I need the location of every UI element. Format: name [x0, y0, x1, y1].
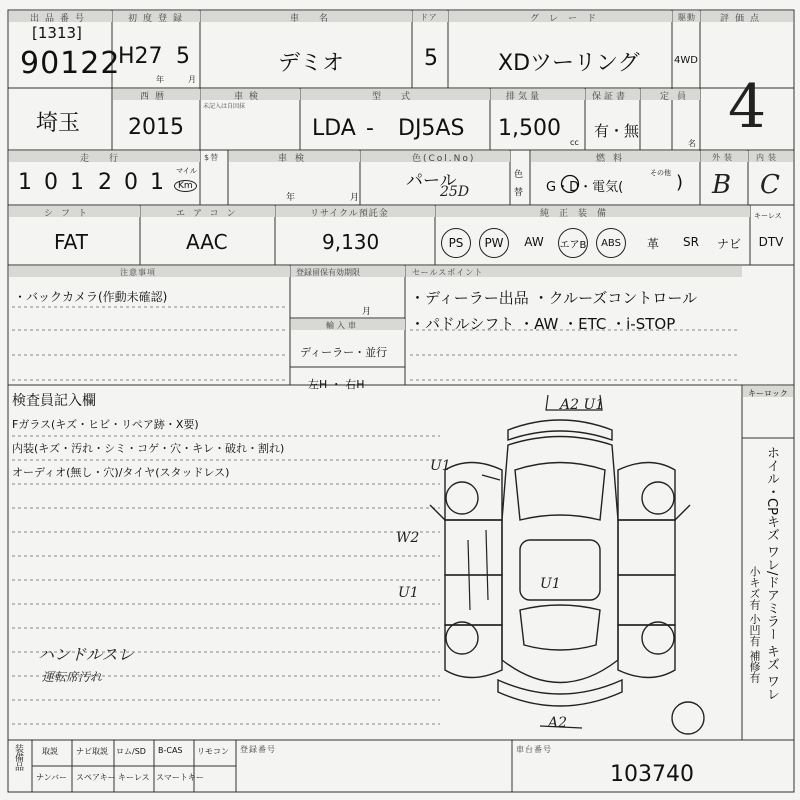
fuel-label: 燃料 — [596, 154, 631, 164]
shift: FAT — [54, 230, 89, 254]
footer-col-5: リモコン — [197, 747, 229, 756]
score: 4 — [728, 72, 767, 142]
inspection-label: 車検 — [234, 92, 265, 102]
model-label: 型式 — [372, 92, 431, 102]
doors: 5 — [424, 46, 438, 71]
footer-col2-3: キーレス — [118, 773, 150, 782]
region: 埼玉 — [36, 111, 81, 136]
capacity-unit: 名 — [688, 139, 696, 148]
exterior: B — [712, 170, 732, 200]
warranty: 有・無 — [594, 122, 640, 140]
interior-label: 内装 — [756, 153, 780, 162]
month-unit: 月 — [188, 75, 196, 84]
equip-pw-circled: PW — [479, 228, 509, 258]
western-year: 2015 — [128, 115, 184, 140]
mileage-label: 走行 — [80, 154, 139, 164]
import-label: 輸入車 — [326, 321, 359, 330]
footer-col2-4: スマートキー — [156, 773, 204, 782]
equip-sr: SR — [683, 235, 699, 249]
fuel-options: G・D・電気( — [546, 180, 624, 195]
reg-number-label: 登録番号 — [240, 745, 276, 754]
equip-aw: AW — [524, 235, 544, 249]
reg-month: 月 — [362, 307, 372, 317]
chassis-label: 車台番号 — [516, 745, 552, 754]
footer-left-label: 装備品 — [13, 744, 23, 771]
aircon-label: エアコン — [176, 209, 244, 219]
fuel-other: その他 — [650, 169, 671, 177]
import-handle: 左H ・ 右H — [308, 378, 365, 391]
diagram-left-upper: U1 — [430, 458, 451, 474]
car-name-label: 車名 — [290, 14, 349, 24]
doors-label: ドア — [420, 13, 438, 22]
mileage-digit-3: 1 — [70, 170, 84, 195]
diagram-left-lower: U1 — [398, 585, 419, 601]
drive: 4WD — [674, 55, 698, 66]
history-month-unit: 月 — [350, 193, 360, 203]
interior: C — [760, 170, 780, 200]
footer-col-2: ナビ取説 — [76, 747, 108, 756]
footer-col-1: 取説 — [42, 747, 58, 756]
history-label: 車検 — [278, 154, 313, 164]
recycle-label: リサイクル預託金 — [310, 209, 389, 219]
diagram-center: U1 — [540, 576, 561, 592]
shift-label: シフト — [44, 209, 96, 219]
handwritten-note-2: 運転席汚れ — [42, 670, 103, 684]
diagram-left-mid: W2 — [396, 530, 420, 546]
model-sep: - — [366, 116, 374, 141]
footer-col2-2: スペアキー — [76, 773, 116, 782]
drive-label: 駆動 — [678, 13, 696, 22]
equipment-label: 純正装備 — [540, 209, 617, 219]
color-change-label: 色替 — [514, 170, 524, 198]
equip-navi: ナビ — [716, 237, 741, 251]
caution-text: ・バックカメラ(作動未確認) — [14, 290, 168, 304]
capacity-label: 定員 — [660, 92, 695, 102]
mileage-digit-5: 0 — [124, 170, 138, 195]
equip-ps-circled: PS — [441, 228, 471, 258]
inspector-line-2: 内装(キズ・汚れ・シミ・コゲ・穴・キレ・破れ・割れ) — [12, 442, 285, 455]
car-name: デミオ — [278, 51, 345, 76]
import-dealer: ディーラー・並行 — [300, 346, 388, 359]
lot-number: 90122 — [20, 46, 121, 81]
first-reg-month: 5 — [176, 44, 190, 69]
sales-line-1: ・ディーラー出品 ・クルーズコントロール — [410, 289, 698, 307]
lot-bracket: [1313] — [32, 24, 82, 42]
model-code: DJ5AS — [398, 116, 465, 141]
footer-col-4: B-CAS — [158, 746, 183, 755]
year-unit: 年 — [156, 75, 164, 84]
equip-airbag-circled: エアB — [558, 228, 588, 258]
inspector-line-1: Fガラス(キズ・ヒビ・リペア跡・X要) — [12, 418, 199, 431]
side-key-label: キーロック — [748, 389, 788, 398]
reg-label: 登録留保有効期限 — [296, 268, 360, 277]
displacement-label: 排気量 — [506, 92, 543, 102]
side-condition-text: ホイル・CPキズ ワレ/ドアミラー キズ ワレ — [764, 446, 779, 701]
mile-unit: マイル — [176, 167, 197, 175]
mileage-digit-1: 1 — [18, 170, 32, 195]
score-label: 評価点 — [720, 14, 766, 24]
handwritten-note-1: ハンドルスレ — [38, 645, 134, 664]
inspection-note: 未記入は自因抹 — [203, 103, 246, 110]
diagram-top-label: A2 U1 — [560, 397, 605, 413]
color-number: 25D — [440, 184, 470, 200]
inspector-title: 検査員記入欄 — [12, 393, 96, 409]
footer-col2-1: ナンバー — [36, 773, 68, 782]
grade: XDツーリング — [498, 51, 640, 76]
caution-label: 注意事項 — [120, 268, 156, 277]
color: パール — [406, 171, 457, 191]
equip-dtv: DTV — [758, 235, 784, 249]
grade-label: グレード — [530, 14, 607, 24]
model-prefix: LDA — [312, 116, 356, 141]
lot-label: 出品番号 — [30, 14, 91, 24]
meter-label: $替 — [204, 153, 220, 162]
chassis-number: 103740 — [610, 762, 694, 787]
color-label: 色(Col.No) — [412, 154, 476, 164]
displacement: 1,500 — [498, 116, 561, 141]
equip-leather: 革 — [646, 237, 659, 251]
first-reg-label: 初度登録 — [128, 14, 189, 24]
exterior-label: 外装 — [712, 153, 736, 162]
footer-col-3: ロム/SD — [116, 747, 146, 756]
keyless-label: キーレス — [754, 212, 782, 220]
km-unit-circled: Km — [174, 180, 197, 192]
mileage-digit-6: 1 — [150, 170, 164, 195]
western-year-label: 西暦 — [140, 92, 171, 102]
equip-abs-circled: ABS — [596, 228, 626, 258]
history-year-unit: 年 — [286, 193, 296, 203]
fuel-close: ) — [676, 172, 684, 193]
era-year: H27 — [118, 44, 163, 69]
warranty-label: 保証書 — [592, 92, 629, 102]
aircon: AAC — [186, 230, 228, 254]
inspector-line-3: オーディオ(無し・穴)/タイヤ(スタッドレス) — [12, 466, 230, 479]
sales-label: セールスポイント — [412, 268, 484, 277]
fuel-d-circle — [560, 174, 580, 194]
displacement-unit: cc — [570, 138, 579, 147]
recycle-fee: 9,130 — [322, 230, 380, 254]
mileage-digit-4: 2 — [98, 170, 112, 195]
diagram-bottom: A2 — [548, 715, 568, 731]
side-sub-text: 小キズ有 小凹有 補修有 — [748, 566, 761, 683]
sales-line-2: ・パドルシフト ・AW ・ETC ・i-STOP — [410, 315, 676, 333]
mileage-digit-2: 0 — [44, 170, 58, 195]
